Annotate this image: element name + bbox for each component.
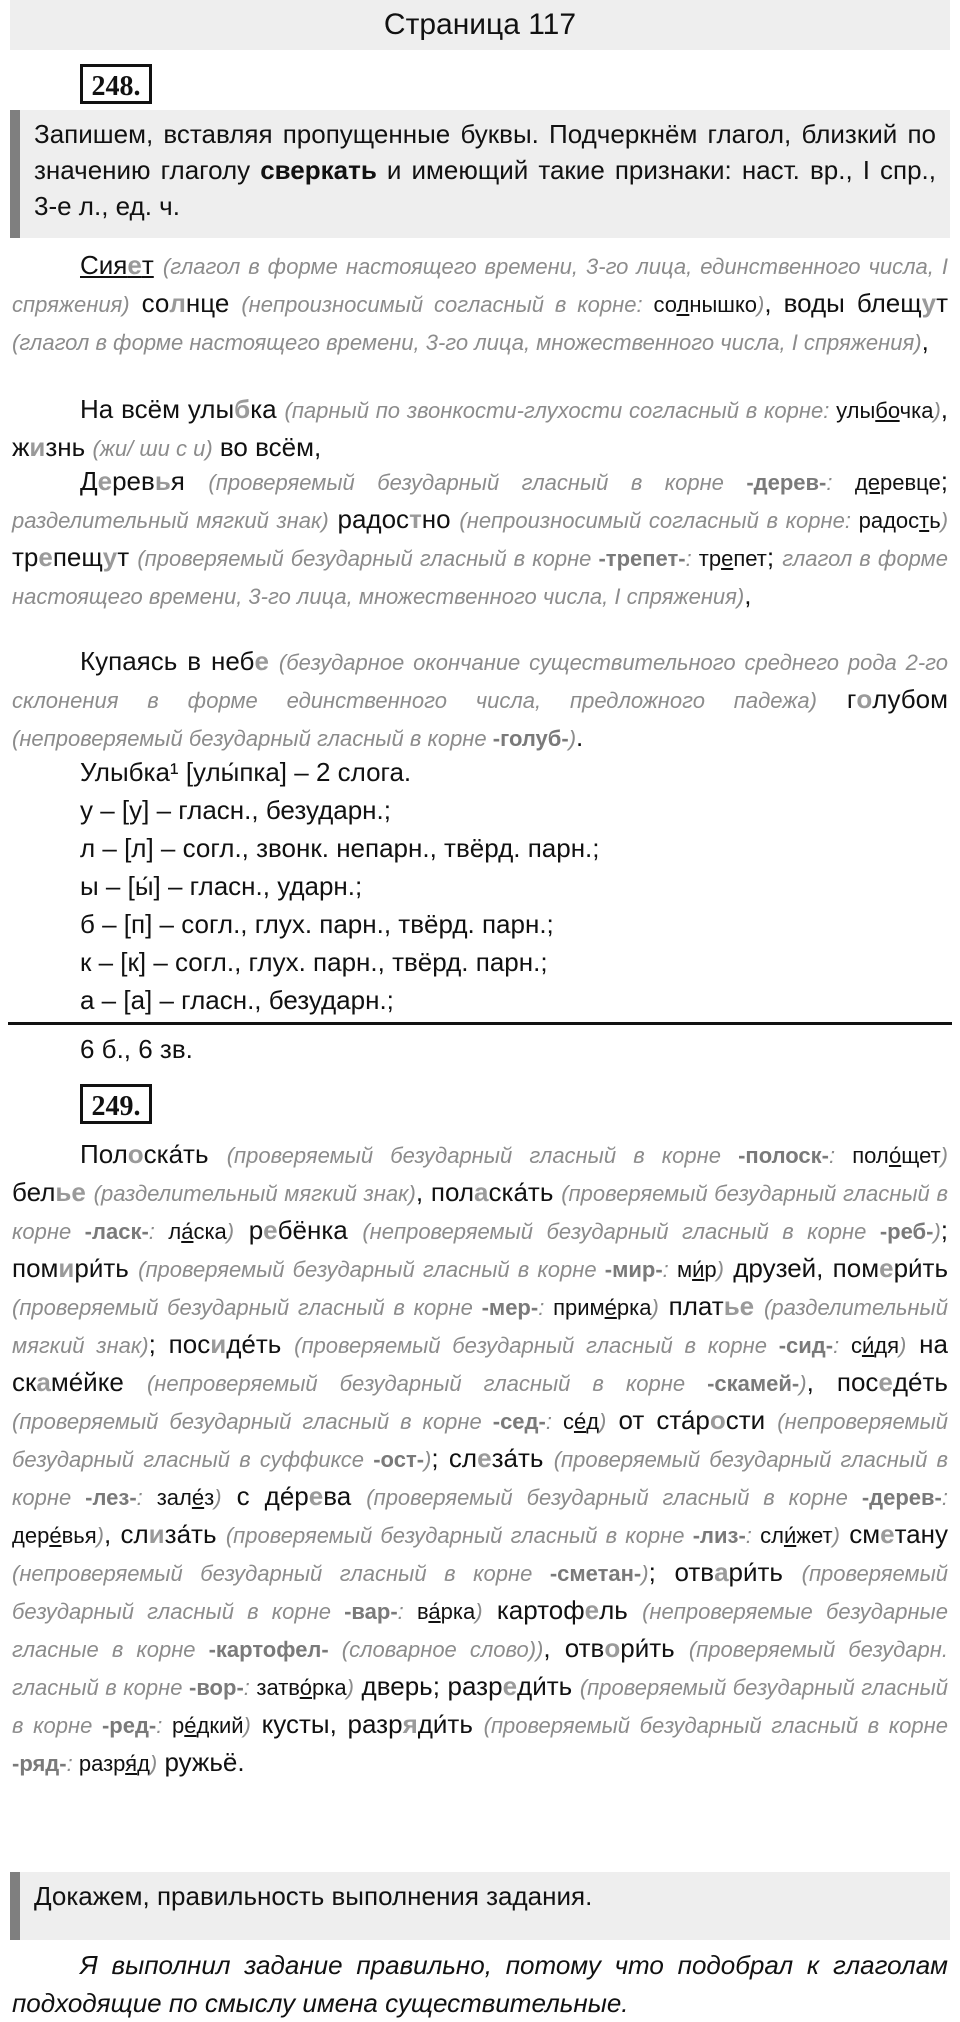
analysis-line-3: л – [л] – согл., звонк. непарн., твёрд. парн.; bbox=[80, 833, 600, 863]
analysis-line-5: б – [п] – согл., глух. парн., твёрд. парн.; bbox=[80, 909, 554, 939]
page-title: Страница 117 bbox=[10, 0, 950, 50]
analysis-summary: 6 б., 6 зв. bbox=[80, 1034, 193, 1064]
proof-heading: Докажем, правильность выполнения задания. bbox=[34, 1881, 593, 1911]
analysis-line-2: у – [у] – гласн., безударн.; bbox=[80, 795, 391, 825]
task-number-249: 249. bbox=[80, 1084, 152, 1124]
text-paragraph-4: Купаясь в небе (безударное окончание существительного среднего рода 2-го склонения в форме единственного числа, предложного падежа) голубом (непроверяемый безударный гласный в корне -голуб-). bbox=[12, 646, 948, 752]
instruction-box bbox=[10, 110, 950, 238]
instruction-keyword: сверкать bbox=[260, 155, 377, 185]
analysis-line-6: к – [к] – согл., глух. парн., твёрд. парн.; bbox=[80, 947, 548, 977]
text-paragraph-3: Деревья (проверяемый безударный гласный в корне -дерев-: деревце; разделительный мягкий знак) радостно (непроизносимый согласный в корне: радость) трепещут (проверяемый безударный гласный в корне -трепет-: трепет; глагол в форме настоящего времени, 3-го лица, множественного числа, I спряжения), bbox=[12, 466, 949, 610]
proof-box bbox=[10, 1872, 950, 1940]
proof-text: Я выполнил задание правильно, потому что подобрал к глаголам подходящие по смыслу имена существительные. bbox=[12, 1950, 948, 2018]
instruction-text: Запишем, вставляя пропущенные буквы. Подчеркнём глагол, близкий по значению глаголу bbox=[34, 119, 936, 185]
text-paragraph-1: Сияет (глагол в форме настоящего времени, 3-го лица, единственного числа, I спряжения) солнце (непроизносимый согласный в корне: солнышко), воды блещут (глагол в форме настоящего времени, 3-го лица, множественного числа, I спряжения), bbox=[12, 250, 948, 356]
text-paragraph-5: Полоска́ть (проверяемый безударный гласный в корне -полоск-: поло́щет) белье (разделительный мягкий знак), поласка́ть (проверяемый безударный гласный в корне -ласк-: ла́ска) ребёнка (непроверяемый безударный гласный в корне -реб-); помири́ть (проверяемый безударный гласный в корне -мир-: ми́р) друзей, помери́ть (проверяемый безударный гласный в корне -мер-: приме́рка) платье (разделительный мягкий знак); посиде́ть (проверяемый безударный гласный в корне -сид-: си́дя) на скаме́йке (непроверяемый безударный гласный в корне -скамей-), поседе́ть (проверяемый безударный гласный в корне -сед-: се́д) от ста́рости (непроверяемый безударный гласный в суффиксе -ост-); слеза́ть (проверяемый безударный гласный в корне -лез-: зале́з) с де́рева (проверяемый безударный гласный в корне -дерев-: дере́вья), слиза́ть (проверяемый безударный гласный в корне -лиз-: сли́жет) сметану (непроверяемый безударный гласный в корне -сметан-); отвари́ть (проверяемый безударный гласный в корне -вар-: ва́рка) картофель (непроверяемые безударные гласные в корне -картофел- (словарное слово)), отвори́ть (проверяемый безударн. гласный в корне -вор-: затво́рка) дверь; разреди́ть (проверяемый безударный гласный в корне -ред-: ре́дкий) кусты, разряди́ть (проверяемый безударный гласный в корне -ряд-: разря́д) ружьё. bbox=[12, 1139, 949, 1777]
analysis-line-1: Улыбка¹ [улы́пка] – 2 слога. bbox=[80, 757, 412, 787]
text-paragraph-2: На всём улыбка (парный по звонкости-глухости согласный в корне: улыбочка), жизнь (жи/ ши с и) во всём, bbox=[12, 394, 948, 462]
divider bbox=[8, 1022, 952, 1025]
instruction-text-end: и имеющий такие признаки: наст. вр., I спр., 3-е л., ед. ч. bbox=[34, 155, 936, 221]
analysis-line-7: а – [а] – гласн., безударн.; bbox=[80, 985, 394, 1015]
analysis-line-4: ы – [ы́] – гласн., ударн.; bbox=[80, 871, 363, 901]
task-number-248: 248. bbox=[80, 64, 152, 104]
